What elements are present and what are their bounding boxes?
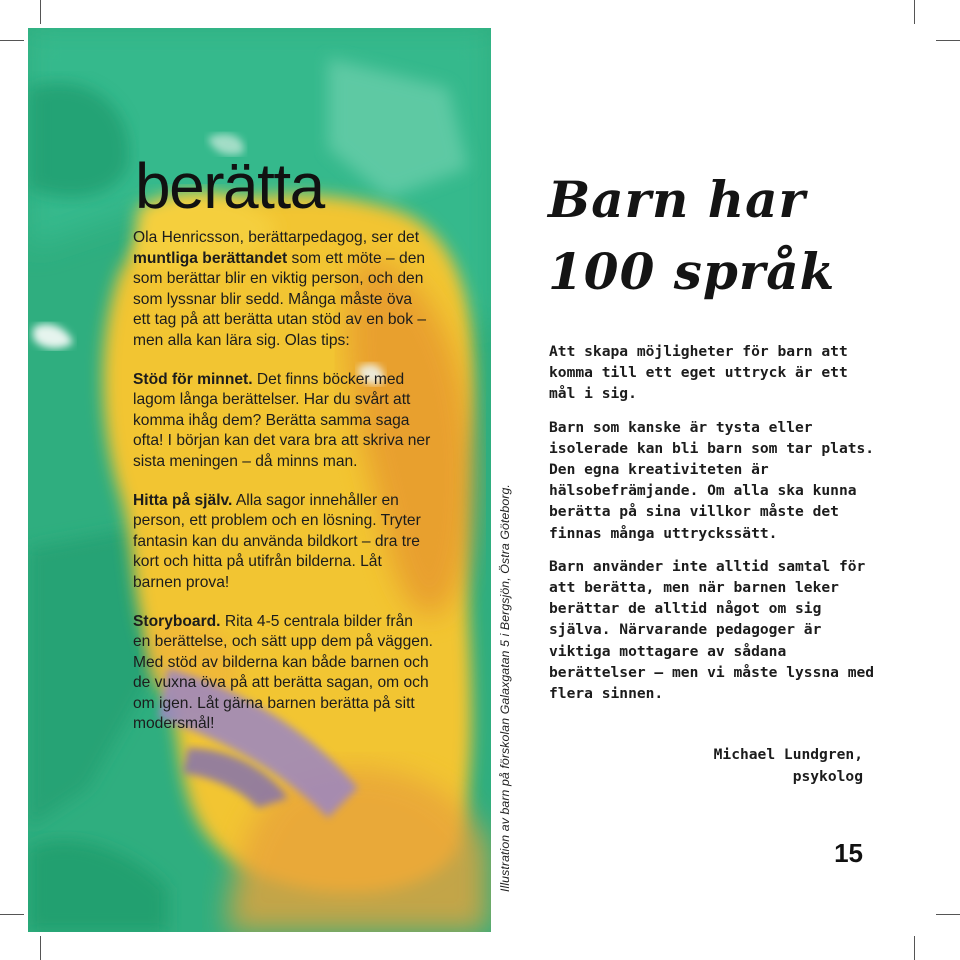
page-number: 15 [834,838,863,868]
intro-paragraph: Ola Henricsson, berättarpedagog, ser det muntliga berättandet som ett möte – den som berättar blir en viktig person, och den som lyssnar blir sedd. Många måste öva ett tag på att berätta utan stöd av en bok – men alla kan lära sig. Olas tips: [133,229,427,349]
right-text-column [549,341,879,716]
paragraph-3: Barn använder inte alltid samtal för att berätta, men när barnen leker berättar de alltid något om sig själva. Närvarande pedagoger är viktiga mottagare av sådana berättelser – men vi måste lyssna med flera sinnen. [549,557,875,703]
heading-line-2: 100 språk [548,242,836,301]
signature-name: Michael Lundgren, [713,746,863,763]
left-text-column [133,150,433,753]
paragraph-2: Barn som kanske är tysta eller isolerade kan bli barn som tar plats. Den egna kreativiteten är hälsobefrämjande. Om alla ska kunna berätta på sina villkor måste det finnas många uttryckssätt. [549,418,875,542]
handwritten-heading [548,164,878,308]
crop-mark [0,914,24,915]
crop-mark [40,0,41,24]
tip-memory: Stöd för minnet. Det finns böcker med lagom långa berättelser. Har du svårt att komma ihåg dem? Berätta samma saga ofta! I början kan det vara bra att skriva ner sista meningen – då minns man. [133,370,431,470]
crop-mark [936,40,960,41]
tip-storyboard: Storyboard. Rita 4-5 centrala bilder från en berättelse, och sätt upp dem på väggen. Med stöd av bilderna kan både barnen och de vuxna öva på att berätta sagan, om och om igen. Låt gärna barnen berätta på sitt modersmål! [133,612,433,733]
crop-mark [914,936,915,960]
section-title: berätta [135,150,324,222]
crop-mark [936,914,960,915]
watercolor-illustration-panel [28,28,491,932]
signature-title: psykolog [792,768,863,785]
paragraph-1: Att skapa möjligheter för barn att komma till ett eget uttryck är ett mål i sig. [549,343,848,403]
heading-line-1: Barn har [548,170,806,229]
signature [714,744,863,788]
crop-mark [914,0,915,24]
crop-mark [40,936,41,960]
crop-mark [0,40,24,41]
tip-invent: Hitta på själv. Alla sagor innehåller en person, ett problem och en lösning. Tryter fantasin kan du använda bildkort – dra tre kort och hitta på utifrån bilderna. Låt barnen prova! [133,491,421,591]
illustration-credit: Illustration av barn på förskolan Galaxgatan 5 i Bergsjön, Östra Göteborg. [498,484,512,892]
